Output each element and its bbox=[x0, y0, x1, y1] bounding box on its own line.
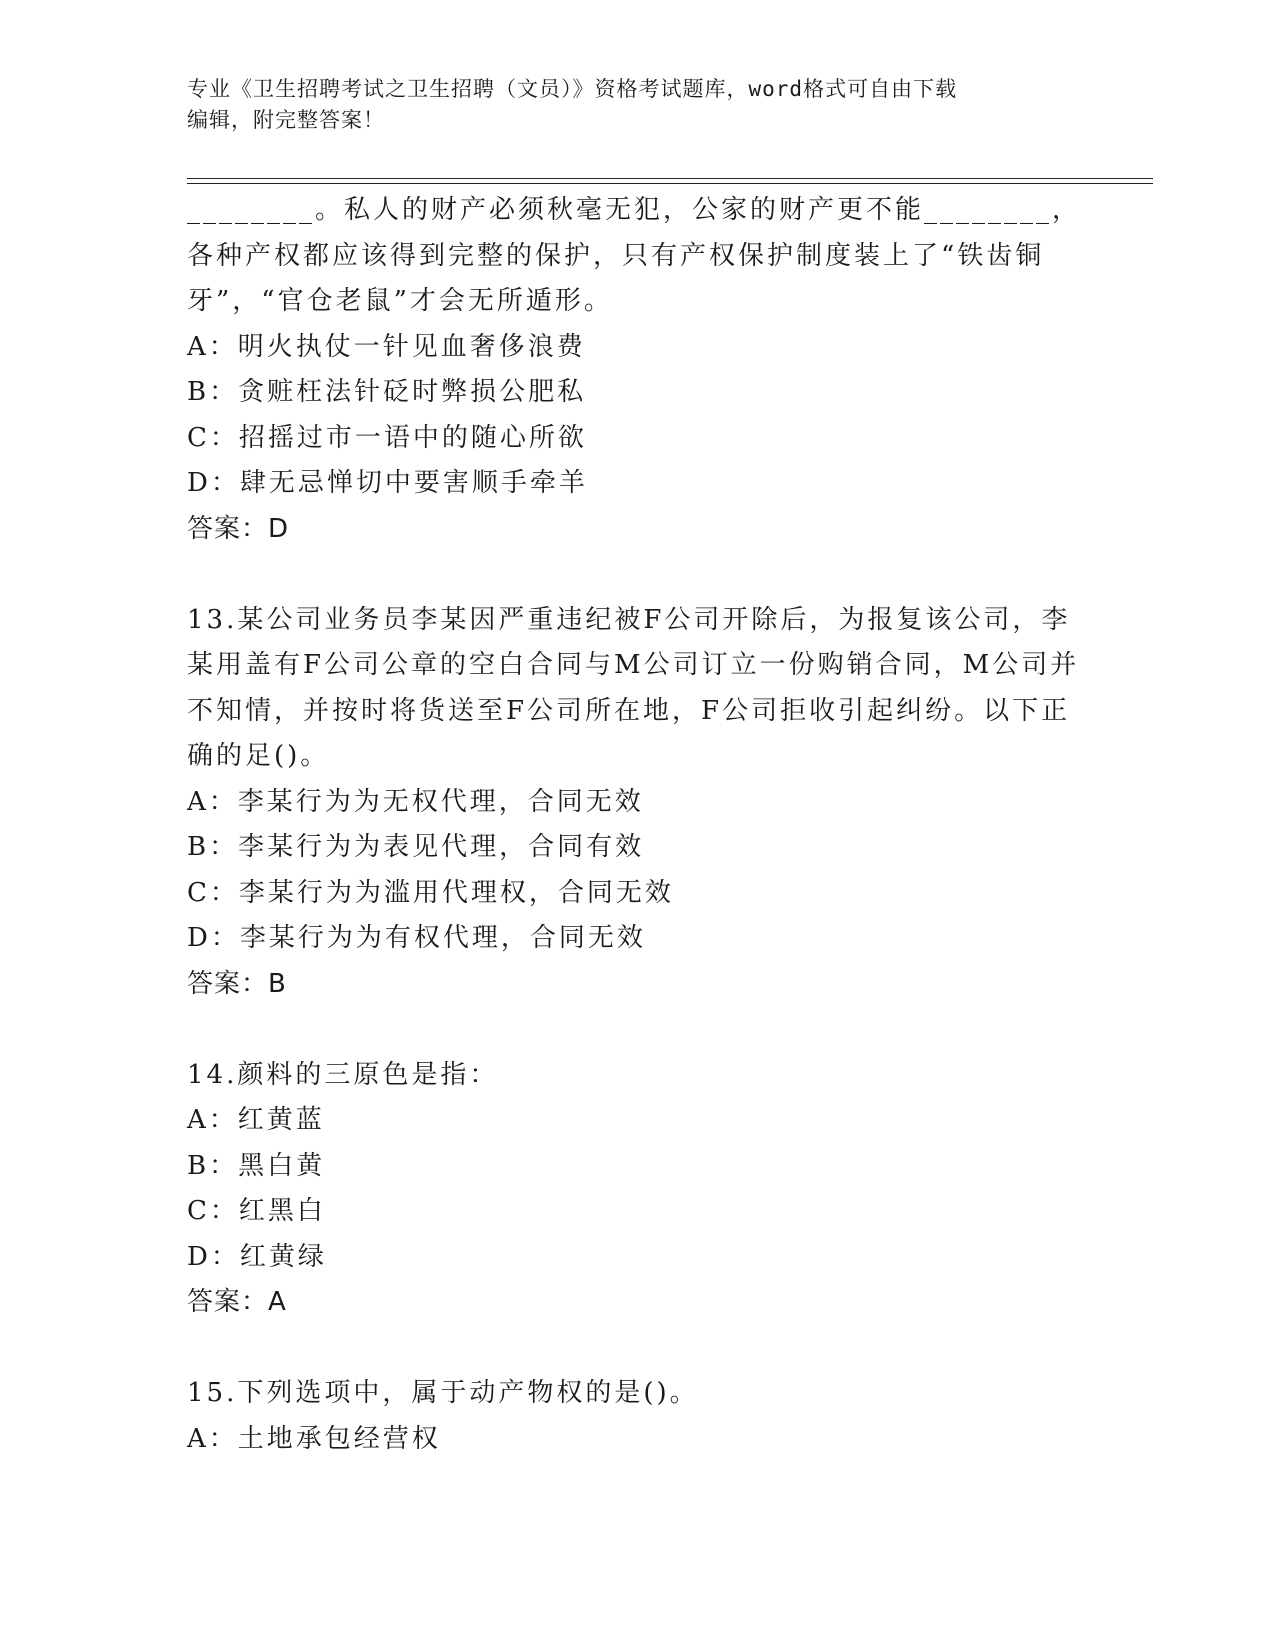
option-a: A：红黄蓝 bbox=[187, 1105, 325, 1135]
option-a: A：土地承包经营权 bbox=[187, 1423, 441, 1454]
option-b: B：黑白黄 bbox=[187, 1150, 326, 1181]
question-stem-line: 某用盖有F公司公章的空白合同与M公司订立一份购销合同，M公司并 bbox=[187, 650, 1080, 680]
question-stem-line: 15.下列选项中，属于动产物权的是()。 bbox=[187, 1378, 699, 1408]
option-a: A：明火执仗一针见血奢侈浪费 bbox=[187, 331, 586, 362]
option-d: D：李某行为为有权代理，合同无效 bbox=[187, 923, 646, 953]
answer-label: 答案：B bbox=[187, 968, 287, 999]
answer-label: 答案：D bbox=[187, 513, 290, 544]
question-13 bbox=[187, 598, 1087, 1008]
question-stem-line: 牙”，“官仓老鼠”才会无所遁形。 bbox=[187, 286, 613, 316]
answer-label: 答案：A bbox=[187, 1287, 287, 1317]
question-stem-line: 13.某公司业务员李某因严重违纪被F公司开除后，为报复该公司，李 bbox=[187, 604, 1071, 635]
question-stem-line: 各种产权都应该得到完整的保护，只有产权保护制度装上了“铁齿铜 bbox=[187, 240, 1045, 271]
question-12 bbox=[187, 188, 1087, 552]
question-stem-line: 确的足()。 bbox=[187, 741, 330, 771]
option-d: D：肆无忌惮切中要害顺手牵羊 bbox=[187, 468, 588, 498]
option-c: C：红黑白 bbox=[187, 1196, 326, 1226]
option-b: B：李某行为为表见代理，合同有效 bbox=[187, 832, 645, 862]
question-14 bbox=[187, 1053, 1087, 1326]
document-header bbox=[187, 74, 1067, 136]
header-title-line2: 编辑，附完整答案！ bbox=[187, 108, 385, 132]
question-stem-line: 14.颜料的三原色是指： bbox=[187, 1059, 499, 1090]
option-a: A：李某行为为无权代理，合同无效 bbox=[187, 786, 644, 817]
option-d: D：红黄绿 bbox=[187, 1241, 327, 1272]
option-c: C：招摇过市一语中的随心所欲 bbox=[187, 422, 587, 453]
header-title-line1: 专业《卫生招聘考试之卫生招聘（文员）》资格考试题库，word格式可自由下载 bbox=[187, 77, 958, 101]
header-double-rule bbox=[187, 178, 1153, 184]
option-c: C：李某行为为滥用代理权，合同无效 bbox=[187, 877, 674, 908]
question-stem-line: 不知情，并按时将货送至F公司所在地，F公司拒收引起纠纷。以下正 bbox=[187, 695, 1071, 726]
option-b: B：贪赃枉法针砭时弊损公肥私 bbox=[187, 377, 587, 407]
question-content bbox=[187, 188, 1087, 1462]
question-15 bbox=[187, 1371, 1087, 1462]
question-stem-line: ________。私人的财产必须秋毫无犯，公家的财产更不能________， bbox=[187, 195, 1082, 225]
